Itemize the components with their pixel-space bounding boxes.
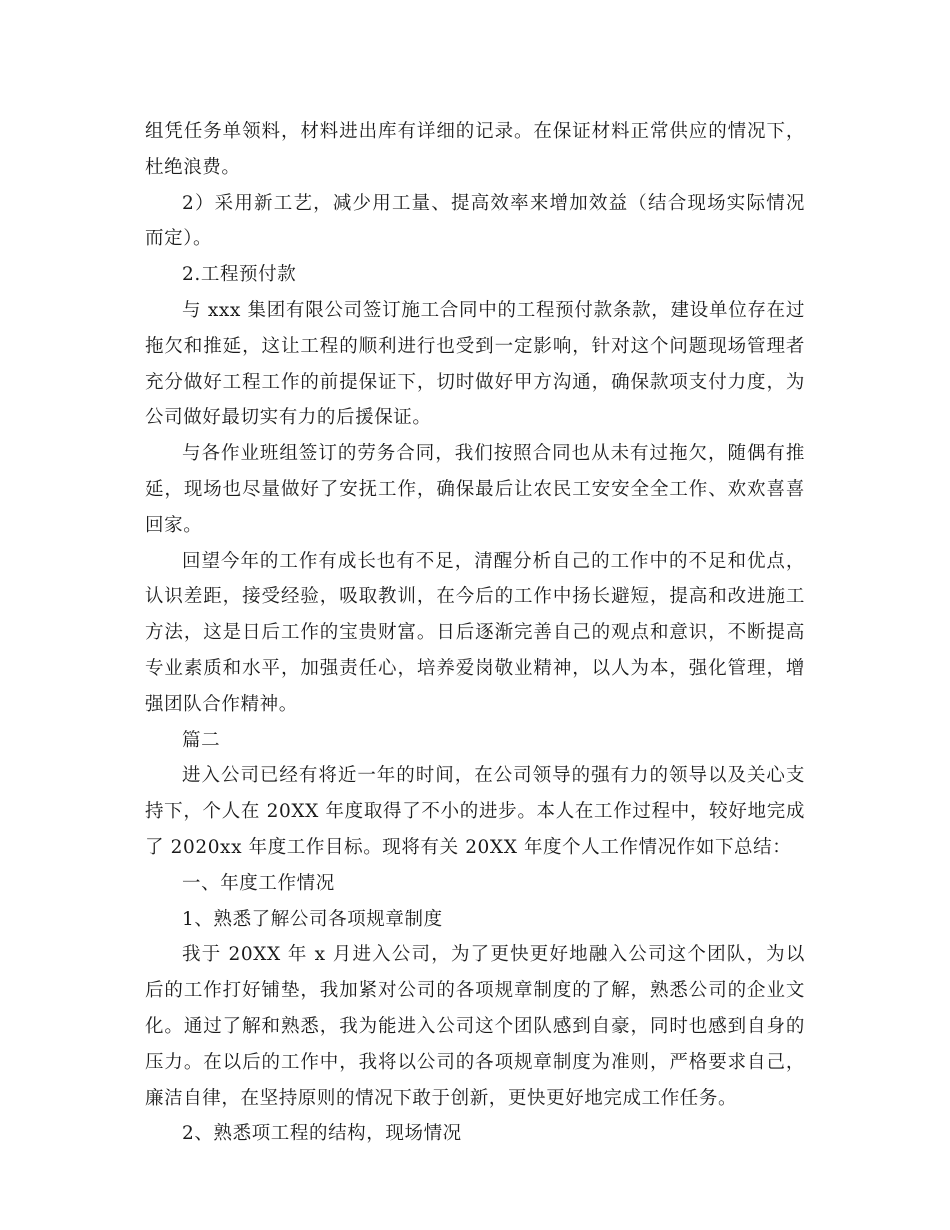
- heading-annual-work: 一、年度工作情况: [182, 872, 335, 894]
- paragraph-labor-contract: 与各作业班组签订的劳务合同，我们按照合同也从未有过拖欠，随偶有推延，现场也尽量做好了安抚工作，确保最后让农民工安安全全工作、欢欢喜喜回家。: [145, 443, 805, 536]
- paragraph-material-control: 组凭任务单领料，材料进出库有详细的记录。在保证材料正常供应的情况下，杜绝浪费。: [145, 121, 805, 178]
- paragraph-contract-payment: 与 xxx 集团有限公司签订施工合同中的工程预付款条款，建设单位存在过拖欠和推延，这让工程的顺利进行也受到一定影响，针对这个问题现场管理者充分做好工程工作的前提保证下，切时做好甲方沟通，确保款项支付力度，为公司做好最切实有力的后援保证。: [145, 299, 805, 429]
- heading-rules-familiarity: 1、熟悉了解公司各项规章制度: [182, 908, 443, 930]
- heading-project-structure: 2、熟悉项工程的结构，现场情况: [182, 1123, 462, 1145]
- paragraph-year-review: 回望今年的工作有成长也有不足，清醒分析自己的工作中的不足和优点，认识差距，接受经验，吸取教训，在今后的工作中扬长避短，提高和改进施工方法，这是日后工作的宝贵财富。日后逐渐完善自己的观点和意识，不断提高专业素质和水平，加强责任心，培养爱岗敬业精神，以人为本，强化管理，增强团队合作精神。: [145, 550, 805, 715]
- heading-advance-payment: 2.工程预付款: [182, 264, 297, 286]
- paragraph-joining-company: 我于 20XX 年 x 月进入公司，为了更快更好地融入公司这个团队，为以后的工作打好铺垫，我加紧对公司的各项规章制度的了解，熟悉公司的企业文化。通过了解和熟悉，我为能进入公司这个团队感到自豪，同时也感到自身的压力。在以后的工作中，我将以公司的各项规章制度为准则，严格要求自己，廉洁自律，在坚持原则的情况下敢于创新，更快更好地完成工作任务。: [145, 944, 805, 1109]
- paragraph-introduction: 进入公司已经有将近一年的时间，在公司领导的强有力的领导以及关心支持下，个人在 20XX 年度取得了不小的进步。本人在工作过程中，较好地完成了 2020xx 年度工作目标。现将有关 20XX 年度个人工作情况作如下总结：: [145, 765, 805, 858]
- heading-part-two: 篇二: [182, 729, 221, 751]
- document-body: [145, 114, 805, 1152]
- paragraph-new-process: 2）采用新工艺，减少用工量、提高效率来增加效益（结合现场实际情况而定）。: [145, 192, 805, 250]
